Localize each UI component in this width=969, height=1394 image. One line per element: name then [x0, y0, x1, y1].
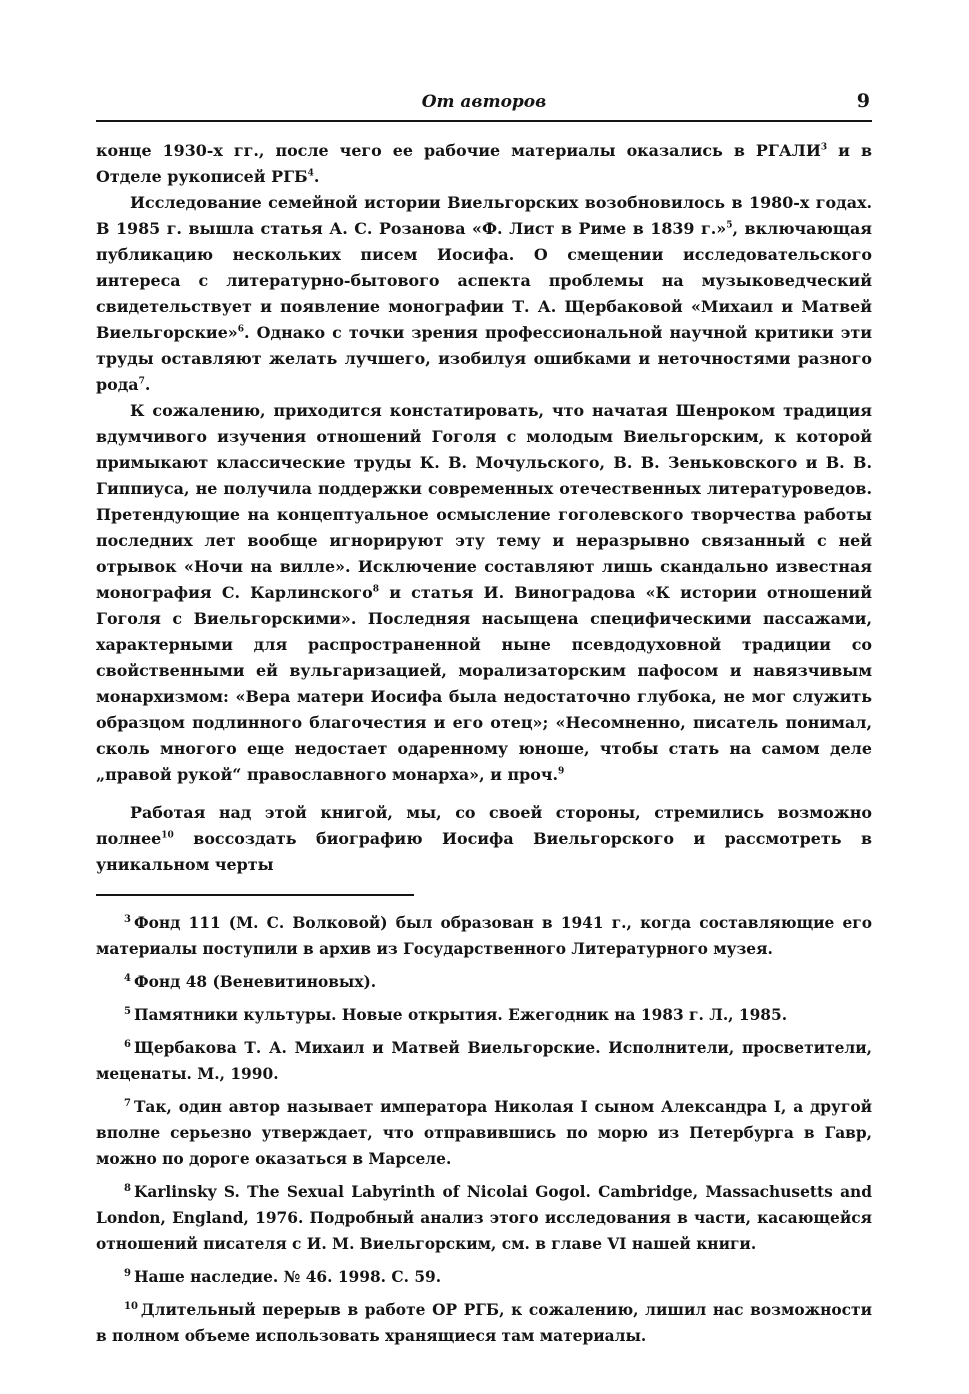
paragraph-text: воссоздать биографию Иосифа Виельгорского и рассмотреть в уникальном черты: [96, 829, 872, 874]
footnote-text: Памятники культуры. Новые открытия. Ежегодник на 1983 г. Л., 1985.: [133, 1006, 788, 1024]
footnote-ref[interactable]: 4: [307, 168, 314, 179]
footnote-number: 8: [124, 1182, 131, 1194]
body-paragraph: [96, 138, 872, 190]
footnote: [96, 1179, 872, 1257]
paragraph-text: .: [144, 375, 151, 394]
footnote: [96, 910, 872, 962]
footnote-number: 3: [124, 913, 131, 925]
footnote-number: 10: [124, 1300, 138, 1312]
body-paragraph: [96, 800, 872, 878]
footnote: [96, 1297, 872, 1349]
running-title: От авторов: [421, 92, 547, 112]
footnote-number: 9: [124, 1267, 131, 1279]
footnote-number: 7: [124, 1097, 131, 1109]
footnote-ref[interactable]: 7: [138, 376, 145, 387]
footnote: [96, 1035, 872, 1087]
footnote-ref[interactable]: 10: [161, 830, 174, 841]
paragraph-text: Работая над этой книгой, мы, со своей стороны, стремились возможно полнее: [96, 803, 872, 848]
footnote-separator: [96, 894, 414, 896]
footnote-text: Так, один автор называет императора Николая I сыном Александра I, а другой вполне серьезно утверждает, что отправившись по морю из Петербурга в Гавр, можно по дороге оказаться в Марселе.: [96, 1098, 872, 1168]
body-paragraph: [96, 190, 872, 398]
footnote-number: 5: [124, 1005, 131, 1017]
footnote-text: Наше наследие. № 46. 1998. С. 59.: [133, 1268, 442, 1286]
footnote-text: Фонд 48 (Веневитиновых).: [133, 973, 377, 991]
footnote-ref[interactable]: 3: [820, 142, 828, 153]
footnotes: [96, 910, 872, 1349]
page-number: 9: [856, 90, 870, 112]
footnote: [96, 969, 872, 995]
body-paragraph: [96, 398, 872, 788]
footnote-text: Длительный перерыв в работе ОР РГБ, к сожалению, лишил нас возможности в полном объеме использовать хранящиеся там материалы.: [96, 1301, 872, 1345]
paragraph-text: . Однако с точки зрения профессиональной научной критики эти труды оставляют желать лучшего, изобилуя ошибками и неточностями разного рода: [96, 323, 872, 394]
paragraph-text: и статья И. Виноградова «К истории отношений Гоголя с Виельгорскими». Последняя насыщена специфическими пассажами, характерными для распространенной ныне псевдодуховной традиции со свойственными ей вульгаризацией, морализаторским пафосом и навязчивым монархизмом: «Вера матери Иосифа была недостаточно глубока, не мог служить образцом подлинного благочестия и его отец»; «Несомненно, писатель понимал, сколь многого еще недостает одаренному юноше, чтобы стать на самом деле „правой рукой“ православного монарха», и проч.: [96, 583, 872, 784]
paragraph-text: и в Отделе рукописей РГБ: [96, 141, 872, 186]
footnote-text: Фонд 111 (М. С. Волковой) был образован в 1941 г., когда составляющие его материалы поступили в архив из Государственного Литературного музея.: [96, 914, 872, 958]
footnote-text: Щербакова Т. А. Михаил и Матвей Виельгорские. Исполнители, просветители, меценаты. М., 1990.: [96, 1039, 872, 1083]
paragraph-text: К сожалению, приходится констатировать, что начатая Шенроком традиция вдумчивого изучения отношений Гоголя с молодым Виельгорским, к которой примыкают классические труды К. В. Мочульского, В. В. Зеньковского и В. В. Гиппиуса, не получила поддержки современных отечественных литературоведов. Претендующие на концептуальное осмысление гоголевского творчества работы последних лет вообще игнорируют эту тему и неразрывно связанный с ней отрывок «Ночи на вилле». Исключение составляют лишь скандально известная монография С. Карлинского: [96, 401, 872, 602]
paragraph-text: Исследование семейной истории Виельгорских возобновилось в 1980-х годах. В 1985 г. вышла статья А. С. Розанова «Ф. Лист в Риме в 1839 г.»: [96, 193, 872, 238]
footnote: [96, 1094, 872, 1172]
book-page: [96, 88, 872, 1356]
footnote-text: Karlinsky S. The Sexual Labyrinth of Nicolai Gogol. Cambridge, Massachusetts and London, England, 1976. Подробный анализ этого исследования в части, касающейся отношений писателя с И. М. Виельгорским, см. в главе VI нашей книги.: [96, 1183, 872, 1253]
paragraph-text: , включающая публикацию нескольких писем Иосифа. О смещении исследовательского интереса с литературно-бытового аспекта проблемы на музыковедческий свидетельствует и появление монографии Т. А. Щербаковой «Михаил и Матвей Виельгорские»: [96, 219, 873, 342]
paragraph-text: конце 1930-х гг., после чего ее рабочие материалы оказались в РГАЛИ: [96, 141, 821, 160]
footnote-number: 6: [124, 1038, 131, 1050]
footnote-ref[interactable]: 8: [372, 584, 380, 595]
body-text: [96, 138, 872, 878]
footnote-ref[interactable]: 9: [557, 766, 565, 777]
running-head: [96, 88, 872, 122]
footnote: [96, 1002, 872, 1028]
footnote-ref[interactable]: 5: [726, 220, 733, 231]
paragraph-text: .: [313, 167, 320, 186]
footnote-number: 4: [124, 972, 131, 984]
footnote: [96, 1264, 872, 1290]
footnote-ref[interactable]: 6: [237, 324, 245, 335]
